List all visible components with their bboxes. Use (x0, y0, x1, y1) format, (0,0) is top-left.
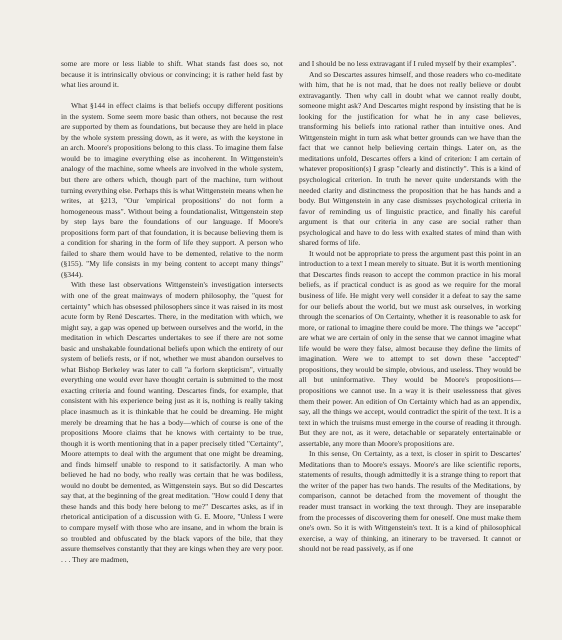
paragraph: With these last observations Wittgenstein's investigation intersects with one of the great mainways of modern philosophy, the "quest for certainty" which has obsessed philosophers since it was raised in its most acute form by René Descartes. There, in the meditation with which, we might say, a gap was opened up between ourselves and the world, in the meditation in which Descartes undertakes to see if there are not some basic and unshakable foundational beliefs upon which the entirety of our system of beliefs rests, or if not, whether we must abandon ourselves to what Bishop Berkeley was later to call "a forlorn skepticism", virtually everything one would ever have thought certain is submitted to the most exacting criteria and found wanting. Descartes finds, for example, that consistent with his experience being just as it is, nothing is really taking place inasmuch as it is thinkable that he could be dreaming. He might merely be dreaming that he has a body—which of course is one of the propositions Moore claims that he knows with certainty to be true, though it is worth mentioning that in a paper precisely titled "Certainty", Moore attempts to deal with the argument that one might be dreaming, and finds himself unable to respond to it satisfactorily. A man who believed he had no body, who really was certain that he was bodiless, would no doubt be demented, as Wittgenstein says. But so did Descartes say that, at the beginning of the great meditation. "How could I deny that these hands and this body here belong to me?" Descartes asks, as if in rhetorical anticipation of a discussion with G. E. Moore, "Unless I were to compare myself with those who are insane, and in whom the brain is so troubled and obfuscated by the black vapors of the bile, that they assure themselves constantly that they are kings when they are very poor. . . . They are madmen, (61, 280, 283, 564)
paragraph: What §144 in effect claims is that beliefs occupy different positions in the system. Some seem more basic than others, not because the rest are supported by them as foundations, but because they are held in place by the whole system pressing down, as it were, as with the keystone in an arch. Moore's propositions belong to this class. To imagine them false would be to imagine everything else as incoherent. In Wittgenstein's analogy of the machine, some wheels are involved in the whole system, but there are others which, though part of the machine, turn without turning everything else. Perhaps this is what Wittgenstein means when he writes, at §213, "Our 'empirical propositions' do not form a homogeneous mass". Without being a foundationalist, Wittgenstein step by step lays bare the foundations of our language. If Moore's propositions form part of that foundation, it is because believing them is a condition for sharing in the form of life they support. A person who failed to share them would have to be demented, relative to the norm (§155). "My life consists in my being content to accept many things" (§344). (61, 101, 283, 279)
right-text-column (299, 59, 521, 640)
paragraph: some are more or less liable to shift. What stands fast does so, not because it is intrinsically obvious or convincing; it is rather held fast by what lies around it. (61, 59, 283, 90)
left-text-column (61, 59, 283, 640)
paragraph: It would not be appropriate to press the argument past this point in an introduction to a text I mean merely to situate. But it is worth mentioning that Descartes finds reason to accept the common practice in his moral beliefs, as if practical conduct is as good as we require for the moral business of life. He might very well consider it a defeat to say the same for our beliefs about the world, but we must ask ourselves, in working through the scenarios of On Certainty, whether it is reasonable to ask for more, or rational to imagine there could be more. The things we "accept" are what we are certain of only in the sense that we cannot imagine what life would be were they false, almost because they define the limits of imagination. Were we to attempt to set down these "accepted" propositions, they would be simple, obvious, and useless. They would be all but uninformative. They would be Moore's propositions—propositions we cannot use. In a way it is their uselessness that gives them their power. An edition of On Certainty which had as an appendix, say, all the things we accept, would contradict the spirit of the text. It is a text in which the truisms must emerge in the course of reading it through. But they are not, as it were, detachable or separately entertainable or assertable, any more than Moore's propositions are. (299, 248, 521, 448)
paragraph: In this sense, On Certainty, as a text, is closer in spirit to Descartes' Meditations than to Moore's essays. Moore's are like scientific reports, statements of results, though admittedly it is a strange thing to report that the writer of the paper has two hands. The results of the Meditations, by comparison, cannot be detached from the movement of thought the reader must transact in working the text through. They are inseparable from the processes of discovering them for oneself. One must make them one's own. So it is with Wittgenstein's text. It is a kind of philosophical exercise, a way of thinking, an itinerary to be traversed. It cannot or should not be read passively, as if one (299, 449, 521, 554)
paragraph: And so Descartes assures himself, and those readers who co-meditate with him, that he is not mad, that he does not really believe or doubt extravagantly. Then why call in doubt what we cannot really doubt, someone might ask? And Descartes might respond by insisting that he is looking for the justification for what he in any case believes, transforming his beliefs into rational rather than intuitive ones. And Wittgenstein might in turn ask what better grounds can we have than the fact that we cannot help believing certain things. Later on, as the meditations unfold, Descartes offers a kind of criterion: I am certain of whatever proposition(s) I grasp "clearly and distinctly". This is a kind of psychological criterion. In truth he never quite understands with the needed clarity and distinctness the proposition that he has hands and a body. But Wittgenstein in any case dismisses psychological criteria in favor of reminding us of linguistic practice, and finally his careful argument is that our criteria in any case are social rather than psychological and have to do less with exalted states of mind than with shared forms of life. (299, 69, 521, 248)
paragraph: and I should be no less extravagant if I ruled myself by their examples". (299, 59, 517, 68)
